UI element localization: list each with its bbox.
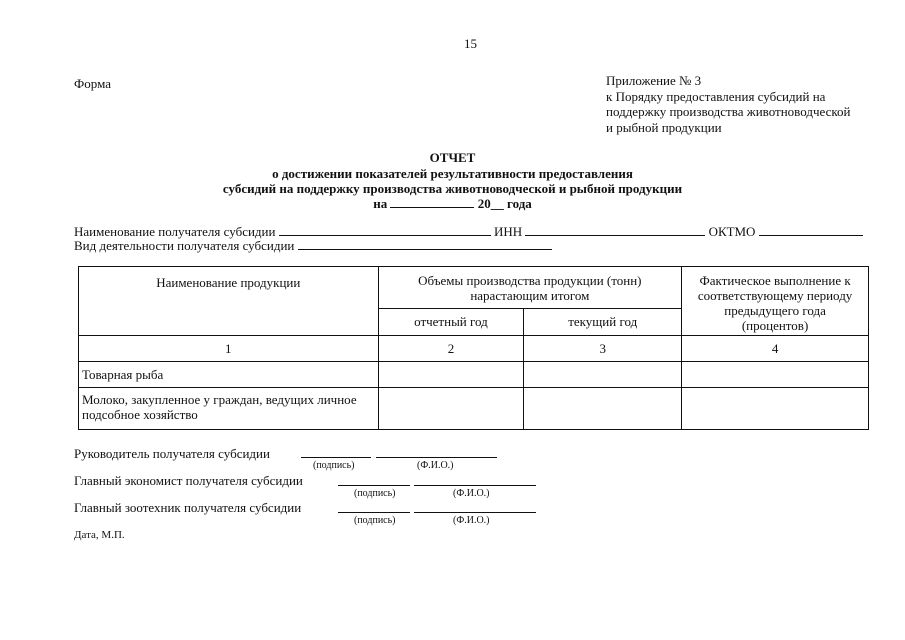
zootech-sign-line[interactable] bbox=[338, 512, 410, 513]
inn-label: ИНН bbox=[493, 224, 523, 239]
col-number-4: 4 bbox=[682, 336, 869, 362]
period-blank[interactable] bbox=[390, 196, 474, 208]
economist-sign-line[interactable] bbox=[338, 485, 410, 486]
zootech-signature-label: Главный зоотехник получателя субсидии bbox=[74, 500, 302, 515]
oktmo-field[interactable] bbox=[759, 224, 863, 236]
period-year: 20__ bbox=[477, 196, 504, 211]
row-cell-actual[interactable] bbox=[682, 388, 869, 430]
row-name: Товарная рыба bbox=[79, 362, 379, 388]
recipient-name-field[interactable] bbox=[279, 224, 491, 236]
appendix-line-4: и рыбной продукции bbox=[606, 119, 722, 135]
activity-field[interactable] bbox=[298, 238, 552, 250]
report-subtitle-2: субсидий на поддержку производства животноводческой и рыбной продукции bbox=[222, 181, 683, 196]
head-name-line[interactable] bbox=[376, 457, 497, 458]
row-cell-actual[interactable] bbox=[682, 362, 869, 388]
zootech-sign-caption: (подпись) bbox=[354, 515, 396, 526]
oktmo-label: ОКТМО bbox=[708, 224, 756, 239]
report-subtitle-1: о достижении показателей результативности предоставления bbox=[272, 166, 633, 181]
appendix-line-1: Приложение № 3 bbox=[606, 73, 702, 88]
economist-signature-label: Главный экономист получателя субсидии bbox=[74, 473, 303, 488]
recipient-name-label: Наименование получателя субсидии bbox=[74, 224, 276, 239]
report-period bbox=[0, 196, 905, 212]
report-table bbox=[78, 266, 869, 430]
header-report-year: отчетный год bbox=[378, 309, 524, 336]
head-name-caption: (Ф.И.О.) bbox=[417, 460, 454, 471]
row-name: Молоко, закупленное у граждан, ведущих личное подсобное хозяйство bbox=[79, 388, 379, 430]
economist-name-caption: (Ф.И.О.) bbox=[453, 488, 490, 499]
appendix-block bbox=[606, 73, 850, 135]
activity-label: Вид деятельности получателя субсидии bbox=[74, 238, 295, 253]
page-number: 15 bbox=[464, 36, 477, 51]
header-actual: Фактическое выполнение к соответствующему периоду предыдущего года (процентов) bbox=[682, 267, 869, 336]
head-signature-label: Руководитель получателя субсидии bbox=[74, 446, 270, 461]
header-current-year: текущий год bbox=[524, 309, 682, 336]
col-number-3: 3 bbox=[524, 336, 682, 362]
row-cell-report-year[interactable] bbox=[378, 362, 524, 388]
col-number-2: 2 bbox=[378, 336, 524, 362]
period-prefix: на bbox=[373, 196, 388, 211]
report-title: ОТЧЕТ bbox=[429, 150, 476, 165]
zootech-name-line[interactable] bbox=[414, 512, 536, 513]
period-suffix: года bbox=[506, 196, 532, 211]
economist-sign-caption: (подпись) bbox=[354, 488, 396, 499]
table-row bbox=[79, 388, 869, 430]
header-volume: Объемы производства продукции (тонн) нарастающим итогом bbox=[378, 267, 682, 309]
appendix-line-3: поддержку производства животноводческой bbox=[606, 104, 851, 119]
table-row bbox=[79, 362, 869, 388]
header-product: Наименование продукции bbox=[79, 267, 379, 336]
col-number-1: 1 bbox=[79, 336, 379, 362]
row-cell-report-year[interactable] bbox=[378, 388, 524, 430]
head-sign-caption: (подпись) bbox=[313, 460, 355, 471]
inn-field[interactable] bbox=[525, 224, 705, 236]
economist-name-line[interactable] bbox=[414, 485, 536, 486]
appendix-line-2: к Порядку предоставления субсидий на bbox=[606, 88, 826, 104]
row-cell-current-year[interactable] bbox=[524, 362, 682, 388]
date-stamp-label: Дата, М.П. bbox=[74, 529, 125, 541]
head-sign-line[interactable] bbox=[301, 457, 371, 458]
zootech-name-caption: (Ф.И.О.) bbox=[453, 515, 490, 526]
row-cell-current-year[interactable] bbox=[524, 388, 682, 430]
activity-row bbox=[74, 238, 552, 254]
form-label: Форма bbox=[74, 76, 111, 91]
